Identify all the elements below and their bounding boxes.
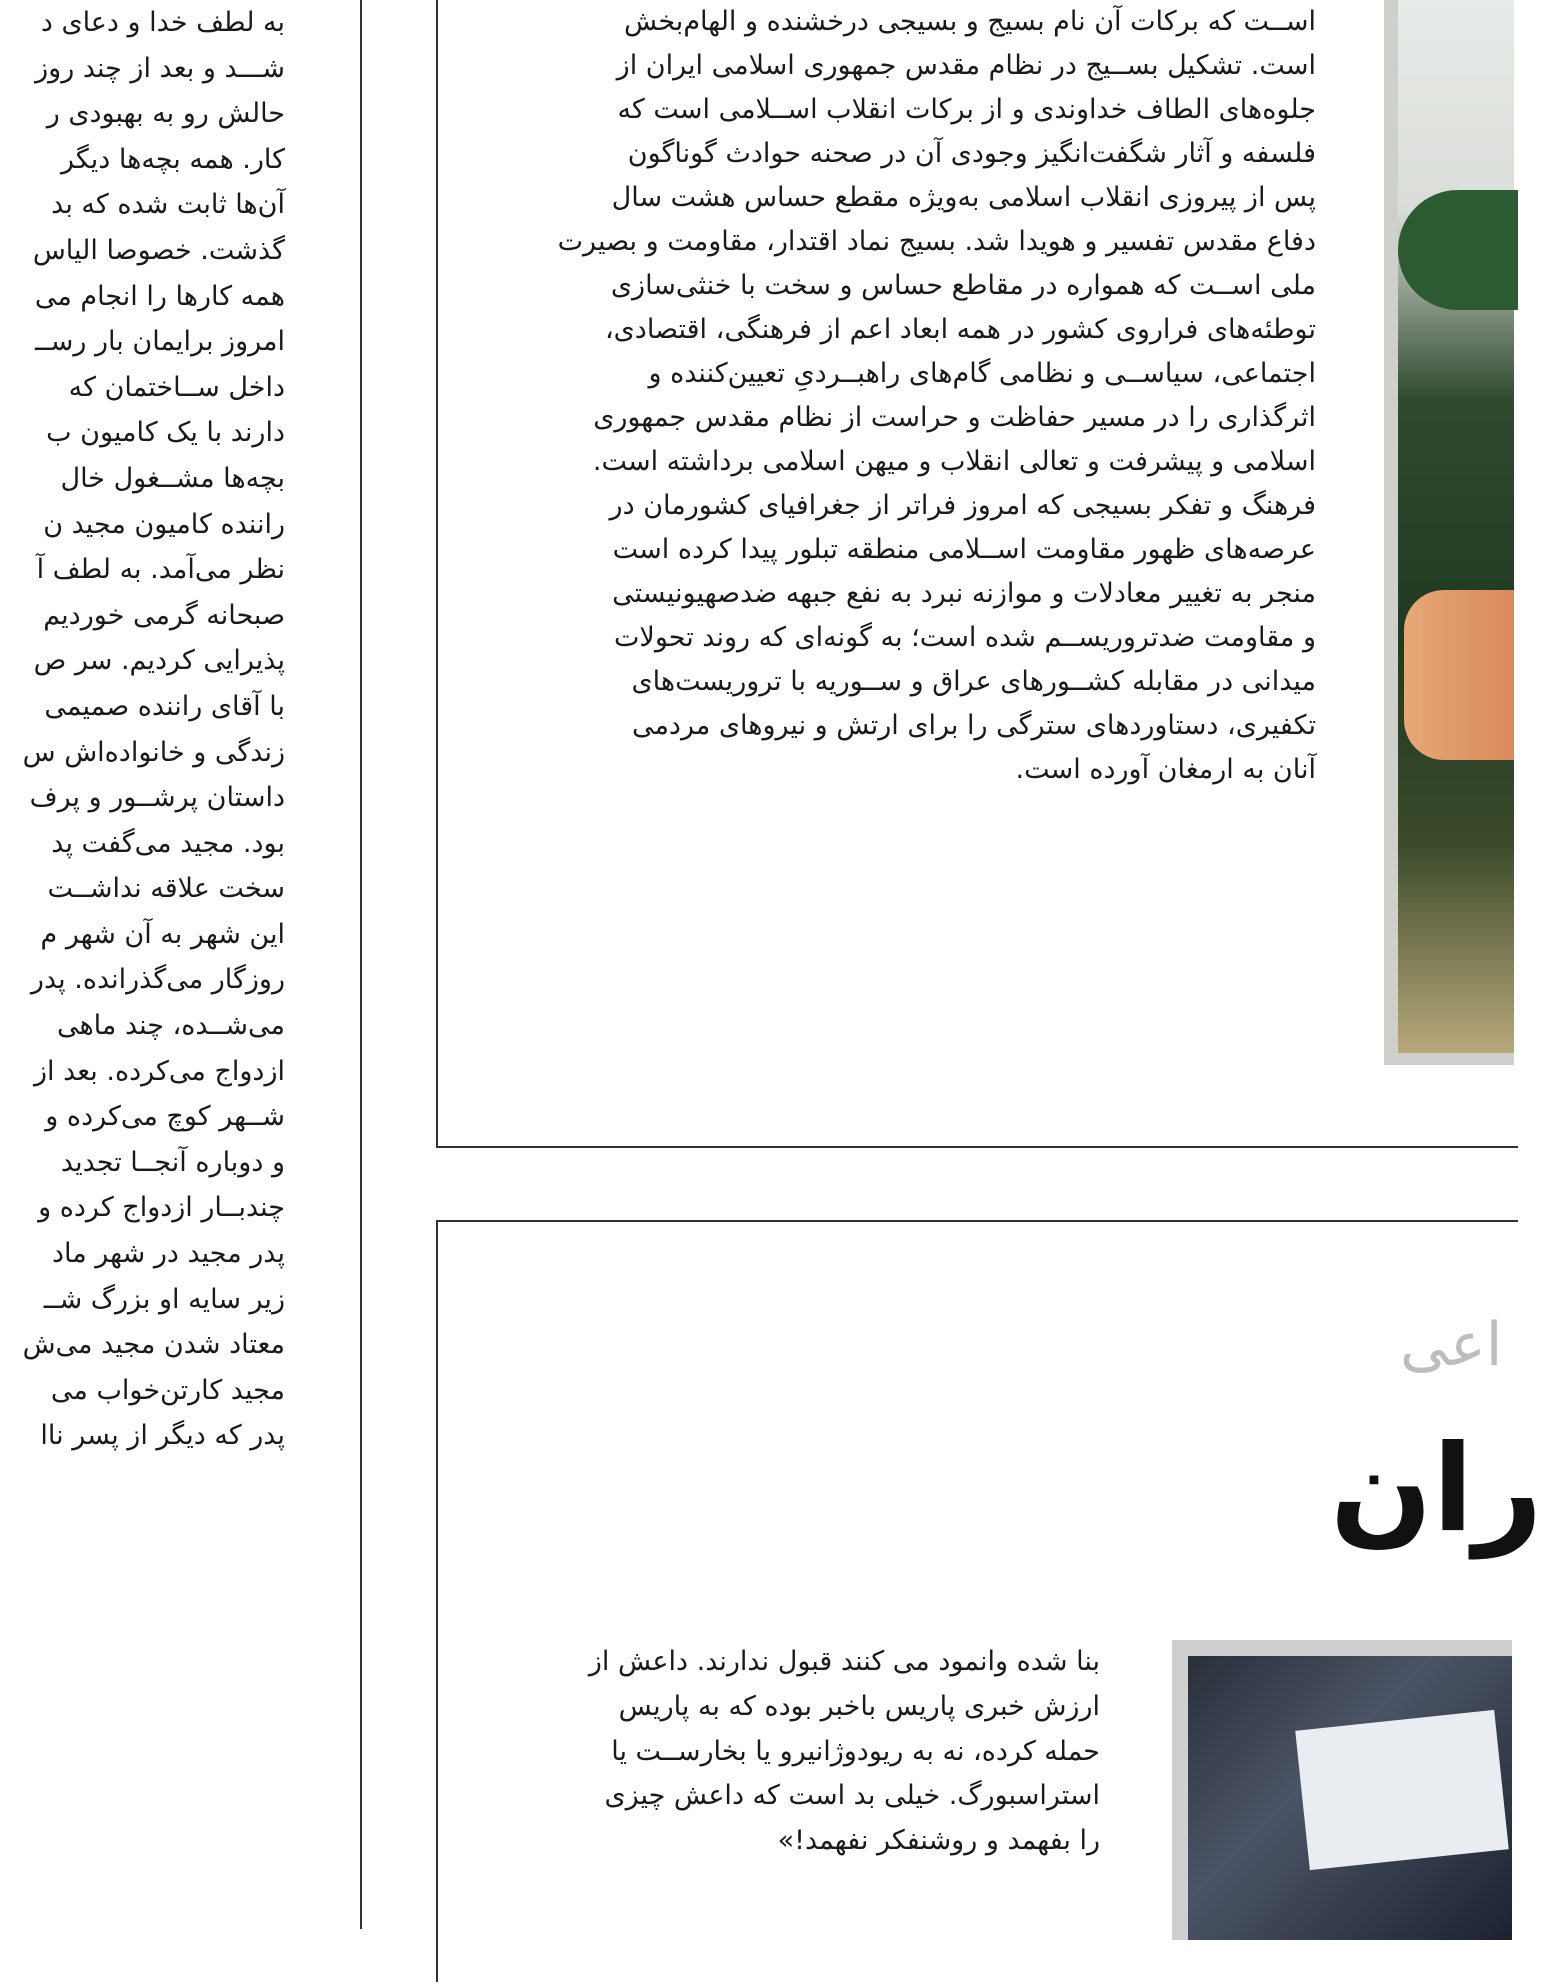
text-line: آن‌ها ثابت شده که بد <box>51 189 285 221</box>
bottom-article-headline: ران <box>1330 1420 1543 1559</box>
text-line: چندبــار ازدواج کرده و <box>38 1192 285 1224</box>
text-line: به لطف خدا و دعای د <box>40 7 285 38</box>
text-line: توطئه‌های فراروی کشور در همه ابعاد اعم از فرهنگی، اقتصادی، <box>604 314 1316 345</box>
text-line: داخل ســاختمان که <box>68 371 285 403</box>
text-line: گذشت. خصوصا الیاس <box>32 234 285 266</box>
text-line: حالش رو به بهبودی ر <box>46 98 285 130</box>
text-line: بنا شده وانمود می کنند قبول ندارند. داعش از <box>588 1646 1100 1677</box>
text-line: زیر سایه او بزرگ شــ <box>43 1283 285 1315</box>
bottom-article-text <box>520 1640 1100 1864</box>
text-line: صبحانه گرمی خوردیم <box>43 599 285 631</box>
text-line: عرصه‌های ظهور مقاومت اســلامی منطقه تبلور پیدا کرده است <box>612 534 1316 565</box>
text-line: با آقای راننده صمیمی <box>44 690 285 722</box>
text-line: شــهر کوچ می‌کرده و <box>45 1101 285 1133</box>
text-line: پدر که دیگر از پسر ناا <box>40 1420 285 1452</box>
text-line: تکفیری، دستاوردهای سترگی را برای ارتش و نیروهای مردمی <box>631 710 1316 741</box>
text-line: معتاد شدن مجید می‌ش <box>22 1329 285 1361</box>
text-line: می‌شــده، چند ماهی <box>56 1010 285 1042</box>
text-line: استراسبورگ. خیلی بد است که داعش چیزی <box>604 1780 1100 1812</box>
text-line: جلوه‌های الطاف خداوندی و از برکات انقلاب اســلامی است که <box>617 94 1316 125</box>
text-line: مجید کارتن‌خواب می <box>50 1374 285 1406</box>
text-line: شـــد و بعد از چند روز <box>35 52 285 84</box>
text-line: حمله کرده، نه به ریودوژانیرو یا بخارســت یا <box>611 1735 1100 1767</box>
text-line: اجتماعی، سیاســی و نظامی گام‌های راهبــردیِ تعیین‌کننده و <box>648 358 1316 389</box>
top-article-photo <box>1384 0 1514 1065</box>
text-line: بچه‌ها مشــغول خال <box>60 462 285 494</box>
text-line: فرهنگ و تفکر بسیجی که امروز فراتر از جغرافیای کشورمان در <box>609 490 1316 521</box>
text-line: است. تشکیل بســیج در نظام مقدس جمهوری اسلامی ایران از <box>616 50 1316 81</box>
text-line: ارزش خبری پاریس باخبر بوده که به پاریس <box>618 1690 1100 1722</box>
text-line: بود. مجید می‌گفت پد <box>51 827 285 859</box>
text-line: داستان پرشــور و پرف <box>29 782 285 814</box>
bottom-article-photo <box>1172 1640 1512 1940</box>
text-line: منجر به تغییر معادلات و موازنه نبرد به نفع جبهه ضدصهیونیستی <box>612 578 1316 609</box>
text-line: ازدواج می‌کرده. بعد از <box>33 1055 285 1087</box>
text-line: اثرگذاری را در مسیر حفاظت و حراست از نظام مقدس جمهوری <box>593 402 1316 433</box>
text-line: سخت علاقه نداشــت <box>47 873 285 905</box>
text-line: زندگی و خانواده‌اش س <box>22 736 285 768</box>
column-divider <box>360 0 362 1929</box>
text-line: نظر می‌آمد. به لطف آ <box>36 554 285 586</box>
text-line: روزگار می‌گذرانده. پدر <box>30 964 285 996</box>
text-line: همه کارها را انجام می <box>34 280 285 312</box>
text-line: را بفهمد و روشنفکر نفهمد!» <box>777 1825 1100 1857</box>
main-article-text <box>516 0 1316 792</box>
text-line: فلسفه و آثار شگفت‌انگیز وجودی آن در صحنه حوادث گوناگون <box>627 138 1316 169</box>
text-line: و دوباره آنجــا تجدید <box>60 1146 285 1178</box>
text-line: دارند با یک کامیون ب <box>46 417 285 449</box>
text-line: امروز برایمان بار رســ <box>34 326 285 358</box>
left-column-text <box>0 0 285 1459</box>
text-line: آنان به ارمغان آورده است. <box>1015 754 1316 785</box>
text-line: ملی اســت که همواره در مقاطع حساس و سخت با خنثی‌سازی <box>610 270 1316 301</box>
text-line: کار. همه بچه‌ها دیگر <box>60 143 285 175</box>
text-line: این شهر به آن شهر م <box>40 918 285 950</box>
text-line: راننده کامیون مجید ن <box>43 508 285 540</box>
text-line: میدانی در مقابله کشــورهای عراق و ســوریه با تروریست‌های <box>631 666 1316 697</box>
bottom-article-kicker: اعی <box>1400 1310 1503 1380</box>
text-line: پذیرایی کردیم. سر ص <box>33 645 285 677</box>
text-line: پدر مجید در شهر ماد <box>51 1238 285 1270</box>
text-line: اسلامی و پیشرفت و تعالی انقلاب و میهن اسلامی برداشته است. <box>592 446 1316 477</box>
text-line: و مقاومت ضدتروریســم شده است؛ به گونه‌ای که روند تحولات <box>614 622 1316 653</box>
text-line: دفاع مقدس تفسیر و هویدا شد. بسیج نماد اقتدار، مقاومت و بصیرت <box>557 226 1316 257</box>
text-line: پس از پیروزی انقلاب اسلامی به‌ویژه مقطع حساس هشت سال <box>611 182 1316 213</box>
text-line: اســت که برکات آن نام بسیج و بسیجی درخشنده و الهام‌بخش <box>623 6 1316 37</box>
